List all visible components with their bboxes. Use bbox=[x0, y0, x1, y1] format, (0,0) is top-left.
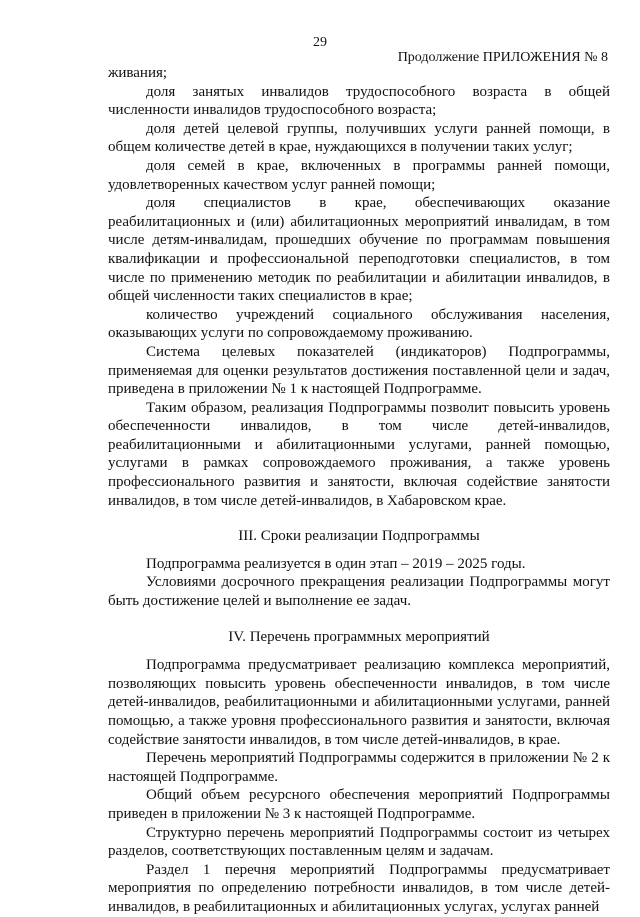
paragraph: доля занятых инвалидов трудоспособного возраста в общей численности инвалидов трудоспособного возраста; bbox=[108, 83, 610, 119]
section-heading-4: IV. Перечень программных мероприятий bbox=[228, 628, 490, 645]
paragraph: Подпрограмма предусматривает реализацию комплекса мероприятий, позволяющих повысить уровень обеспеченности инвалидов, в том числе детей-инвалидов, реабилитационными и абилитационными услугами, ранней помощью, а также уровня профессионального развития и занятости, включая содействие занятости инвалидов, в том числе детей-инвалидов, в крае. bbox=[108, 657, 610, 748]
paragraph: Система целевых показателей (индикаторов) Подпрограммы, применяемая для оценки результатов достижения поставленной цели и задач, приведена в приложении № 1 к настоящей Подпрограмме. bbox=[108, 343, 610, 398]
section-heading-3: III. Сроки реализации Подпрограммы bbox=[238, 528, 480, 545]
paragraph: живания; bbox=[108, 65, 168, 81]
document-body bbox=[108, 64, 610, 917]
paragraph: количество учреждений социального обслуживания населения, оказывающих услуги по сопровождаемому проживанию. bbox=[108, 306, 610, 342]
page-number: 29 bbox=[313, 35, 327, 50]
paragraph: Таким образом, реализация Подпрограммы позволит повысить уровень обеспеченности инвалидов, в том числе детей-инвалидов, реабилитационными и абилитационными услугами, ранней помощью, услугами в рамках сопровождаемого проживания, а также уровень профессионального развития и занятости, включая содействие занятости инвалидов, в том числе детей-инвалидов, в Хабаровском крае. bbox=[108, 399, 610, 509]
paragraph: Общий объем ресурсного обеспечения мероприятий Подпрограммы приведен в приложении № 3 к настоящей Подпрограмме. bbox=[108, 787, 610, 822]
paragraph: Условиями досрочного прекращения реализации Подпрограммы могут быть достижение целей и выполнение ее задач. bbox=[108, 574, 610, 610]
paragraph: Структурно перечень мероприятий Подпрограммы состоит из четырех разделов, соответствующих поставленным целям и задачам. bbox=[108, 824, 610, 860]
paragraph: Раздел 1 перечня мероприятий Подпрограммы предусматривает мероприятия по определению потребности инвалидов, в том числе детей-инвалидов, в реабилитационных и абилитационных услугах, услугах ранней bbox=[108, 861, 610, 915]
paragraph: доля детей целевой группы, получивших услуги ранней помощи, в общем количестве детей в крае, нуждающихся в получении таких услуг; bbox=[108, 120, 610, 156]
running-header: Продолжение ПРИЛОЖЕНИЯ № 8 bbox=[397, 50, 608, 65]
paragraph: доля специалистов в крае, обеспечивающих оказание реабилитационных и (или) абилитационных мероприятий инвалидам, в том числе детям-инвалидам, прошедших обучение по программам повышения квалификации и профессиональной переподготовки специалистов, в том числе по применению методик по реабилитации и абилитации инвалидов, в общей численности таких специалистов в крае; bbox=[108, 195, 610, 305]
paragraph: доля семей в крае, включенных в программы ранней помощи, удовлетворенных качеством услуг ранней помощи; bbox=[108, 157, 610, 193]
paragraph: Подпрограмма реализуется в один этап – 2019 – 2025 годы. bbox=[146, 555, 526, 572]
paragraph: Перечень мероприятий Подпрограммы содержится в приложении № 2 к настоящей Подпрограмме. bbox=[108, 750, 610, 785]
